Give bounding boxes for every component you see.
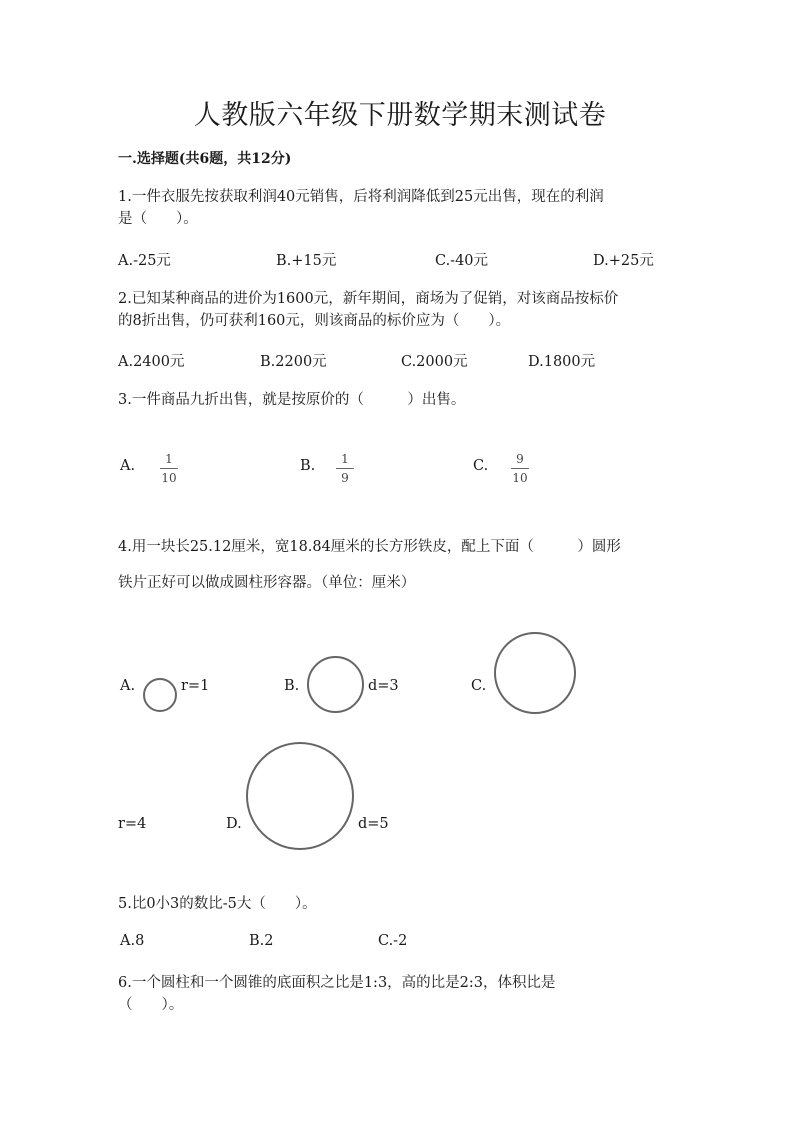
q2-option-d[interactable]: D.1800元 [528,354,596,370]
q1-option-a[interactable]: A.-25元 [118,253,171,269]
question-2-line-1: 2.已知某种商品的进价为1600元，新年期间，商场为了促销，对该商品按标价 [118,291,619,307]
question-3-text: 3.一件商品九折出售，就是按原价的（ ）出售。 [118,392,466,408]
q1-option-c[interactable]: C.-40元 [435,253,489,269]
circle-a-label: r=1 [181,678,210,694]
q5-option-c[interactable]: C.-2 [378,933,408,949]
q3-fraction-b-denominator: 9 [341,471,349,485]
fraction-bar [160,468,178,469]
q3-fraction-c-denominator: 10 [512,471,528,485]
circle-c-shape [494,632,576,714]
fraction-bar [336,468,354,469]
q4-option-d[interactable]: D. [226,816,242,832]
q1-option-d[interactable]: D.+25元 [593,253,654,269]
q3-fraction-a [160,452,178,485]
q3-fraction-b [336,452,354,485]
q5-option-b[interactable]: B.2 [249,933,274,949]
q3-fraction-a-numerator: 1 [165,452,173,466]
q3-fraction-b-numerator: 1 [341,452,349,466]
question-1-line-2: 是（ ）。 [118,211,198,227]
q3-fraction-c-numerator: 9 [516,452,524,466]
q3-option-a[interactable]: A. [120,458,136,474]
question-1-line-1: 1.一件衣服先按获取利润40元销售，后将利润降低到25元出售，现在的利润 [118,189,604,205]
circle-c-label: r=4 [118,816,147,832]
q3-option-c[interactable]: C. [473,458,489,474]
q4-option-a[interactable]: A. [120,678,136,694]
fraction-bar [511,468,529,469]
circle-a-shape [143,678,177,712]
question-5-text: 5.比0小3的数比-5大（ ）。 [118,896,317,912]
question-4-line-1: 4.用一块长25.12厘米，宽18.84厘米的长方形铁皮，配上下面（ ）圆形 [118,539,621,555]
q5-option-a[interactable]: A.8 [120,933,145,949]
q2-option-c[interactable]: C.2000元 [401,354,468,370]
q4-option-b[interactable]: B. [284,678,300,694]
circle-b-label: d=3 [368,678,399,694]
q3-fraction-c [511,452,529,485]
section-heading: 一.选择题(共6题，共12分) [118,151,292,167]
q3-fraction-a-denominator: 10 [161,471,177,485]
q2-option-b[interactable]: B.2200元 [260,354,327,370]
page-title: 人教版六年级下册数学期末测试卷 [193,100,607,131]
question-2-line-2: 的8折出售，仍可获利160元，则该商品的标价应为（ ）。 [118,313,511,329]
q3-option-b[interactable]: B. [300,458,316,474]
q4-option-c[interactable]: C. [471,678,487,694]
circle-b-shape [307,656,364,713]
q2-option-a[interactable]: A.2400元 [118,354,185,370]
question-6-line-1: 6.一个圆柱和一个圆锥的底面积之比是1:3，高的比是2:3，体积比是 [118,975,556,991]
circle-d-label: d=5 [358,816,389,832]
q1-option-b[interactable]: B.+15元 [276,253,337,269]
circle-d-shape [246,742,354,850]
question-4-line-2: 铁片正好可以做成圆柱形容器。（单位：厘米） [118,575,416,591]
question-6-line-2: （ ）。 [118,997,184,1013]
